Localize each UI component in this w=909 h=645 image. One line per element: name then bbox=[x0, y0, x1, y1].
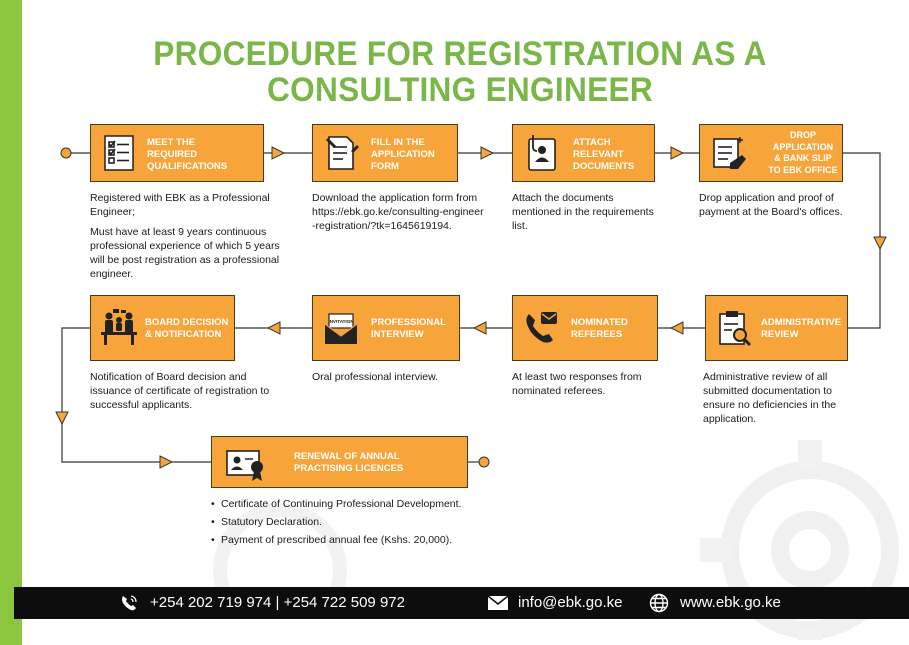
label-line: REQUIRED bbox=[147, 149, 198, 160]
label-line: ADMINISTRATIVE bbox=[761, 317, 842, 328]
arrow-7 bbox=[268, 322, 280, 334]
step-description-qualifications bbox=[90, 191, 280, 287]
step-label bbox=[761, 317, 841, 341]
list-item: • Statutory Declaration. bbox=[211, 515, 511, 529]
invitation-text: INVITATION bbox=[328, 319, 354, 324]
step-label bbox=[766, 130, 840, 176]
label-line: FORM bbox=[371, 161, 399, 172]
clipboard-magnifier-icon bbox=[714, 308, 754, 348]
start-node bbox=[61, 148, 71, 158]
label-line: BOARD DECISION bbox=[145, 317, 229, 328]
arrow-4 bbox=[874, 237, 886, 249]
label-line: FILL IN THE bbox=[371, 137, 425, 148]
invitation-envelope-icon bbox=[321, 308, 361, 348]
arrow-6 bbox=[474, 322, 486, 334]
description-text: Must have at least 9 years continuous professional experience of which 5 years will be post registration as a professional engineer. bbox=[90, 226, 280, 280]
arrow-1 bbox=[272, 147, 284, 159]
step-label bbox=[571, 317, 628, 341]
footer-phone: +254 202 719 974 | +254 722 509 972 bbox=[150, 594, 405, 611]
step-label bbox=[573, 137, 634, 173]
certificate-icon bbox=[220, 443, 270, 483]
description-text: At least two responses from nominated referees. bbox=[512, 371, 642, 397]
step-box-nominated-referees bbox=[512, 295, 658, 361]
label-line: INTERVIEW bbox=[371, 329, 424, 340]
description-text: Administrative review of all submitted documentation to ensure no deficiencies in the application. bbox=[703, 371, 837, 425]
description-text: Registered with EBK as a Professional Engineer; bbox=[90, 192, 270, 218]
description-text: Notification of Board decision and issuance of certificate of registration to successful applicants. bbox=[90, 371, 270, 411]
attached-document-icon bbox=[521, 133, 561, 173]
step-label bbox=[371, 137, 435, 173]
label-line: PROFESSIONAL bbox=[371, 317, 446, 328]
list-item: • Certificate of Continuing Professional Development. bbox=[211, 497, 511, 511]
label-line: APPLICATION bbox=[371, 149, 435, 160]
label-line: NOMINATED bbox=[571, 317, 628, 328]
label-line: TO EBK OFFICE bbox=[768, 164, 838, 175]
step-label bbox=[371, 317, 446, 341]
step-description-nominated-referees bbox=[512, 370, 672, 404]
list-item: • Payment of prescribed annual fee (Kshs. 20,000). bbox=[211, 533, 511, 547]
checklist-icon bbox=[99, 133, 139, 173]
label-line: REVIEW bbox=[761, 329, 799, 340]
step-description-drop-application bbox=[699, 191, 859, 225]
label-line: APPLICATION bbox=[772, 141, 834, 152]
phone-icon bbox=[120, 594, 138, 612]
description-text: Download the application form from https://ebk.go.ke/consulting-engineer-registration/?tk=1645619194. bbox=[312, 192, 484, 232]
contact-footer bbox=[14, 587, 909, 619]
label-line: & BANK SLIP bbox=[774, 153, 832, 163]
step-box-drop-application bbox=[699, 124, 843, 182]
label-line: QUALIFICATIONS bbox=[147, 161, 228, 172]
label-line: DROP bbox=[789, 130, 816, 140]
step-box-renewal bbox=[211, 436, 468, 488]
arrow-2 bbox=[481, 147, 493, 159]
end-node bbox=[479, 457, 489, 467]
label-line: ATTACH bbox=[573, 137, 611, 148]
renewal-requirements-list bbox=[211, 497, 511, 547]
step-label bbox=[294, 451, 403, 475]
step-box-attach-documents bbox=[512, 124, 655, 182]
title-line-1: PROCEDURE FOR REGISTRATION AS A bbox=[153, 35, 767, 73]
footer-website[interactable]: www.ebk.go.ke bbox=[680, 594, 781, 611]
label-line: RELEVANT bbox=[573, 149, 624, 160]
arrow-8 bbox=[56, 412, 68, 424]
description-text: Oral professional interview. bbox=[312, 371, 439, 383]
step-label bbox=[147, 137, 227, 173]
step-description-attach-documents bbox=[512, 191, 662, 239]
step-box-administrative-review bbox=[705, 295, 848, 361]
globe-icon bbox=[649, 593, 669, 613]
description-text: Drop application and proof of payment at the Board's offices. bbox=[699, 192, 843, 218]
arrow-3 bbox=[671, 147, 683, 159]
board-meeting-icon bbox=[99, 308, 139, 348]
step-box-board-decision bbox=[90, 295, 235, 361]
label-line: & NOTIFICATION bbox=[145, 329, 222, 340]
step-box-qualifications bbox=[90, 124, 264, 182]
step-description-application-form bbox=[312, 191, 484, 239]
label-line: MEET THE bbox=[147, 137, 196, 148]
step-box-application-form bbox=[312, 124, 458, 182]
footer-email[interactable]: info@ebk.go.ke bbox=[518, 594, 623, 611]
label-line: DOCUMENTS bbox=[573, 161, 635, 172]
arrow-9 bbox=[160, 456, 172, 468]
title-line-2: CONSULTING ENGINEER bbox=[267, 71, 653, 109]
label-line: PRACTISING LICENCES bbox=[294, 463, 404, 474]
step-description-board-decision bbox=[90, 370, 270, 418]
step-description-renewal bbox=[211, 497, 511, 551]
step-label bbox=[145, 317, 228, 341]
step-description-professional-interview bbox=[312, 370, 472, 390]
phone-message-icon bbox=[521, 308, 561, 348]
hand-document-icon bbox=[708, 133, 748, 173]
label-line: RENEWAL OF ANNUAL bbox=[294, 451, 400, 462]
step-box-professional-interview bbox=[312, 295, 460, 361]
email-icon bbox=[488, 596, 508, 610]
label-line: REFEREES bbox=[571, 329, 623, 340]
step-description-administrative-review bbox=[703, 370, 863, 432]
description-text: Attach the documents mentioned in the requirements list. bbox=[512, 192, 654, 232]
arrow-5 bbox=[671, 322, 683, 334]
form-pen-icon bbox=[321, 133, 361, 173]
